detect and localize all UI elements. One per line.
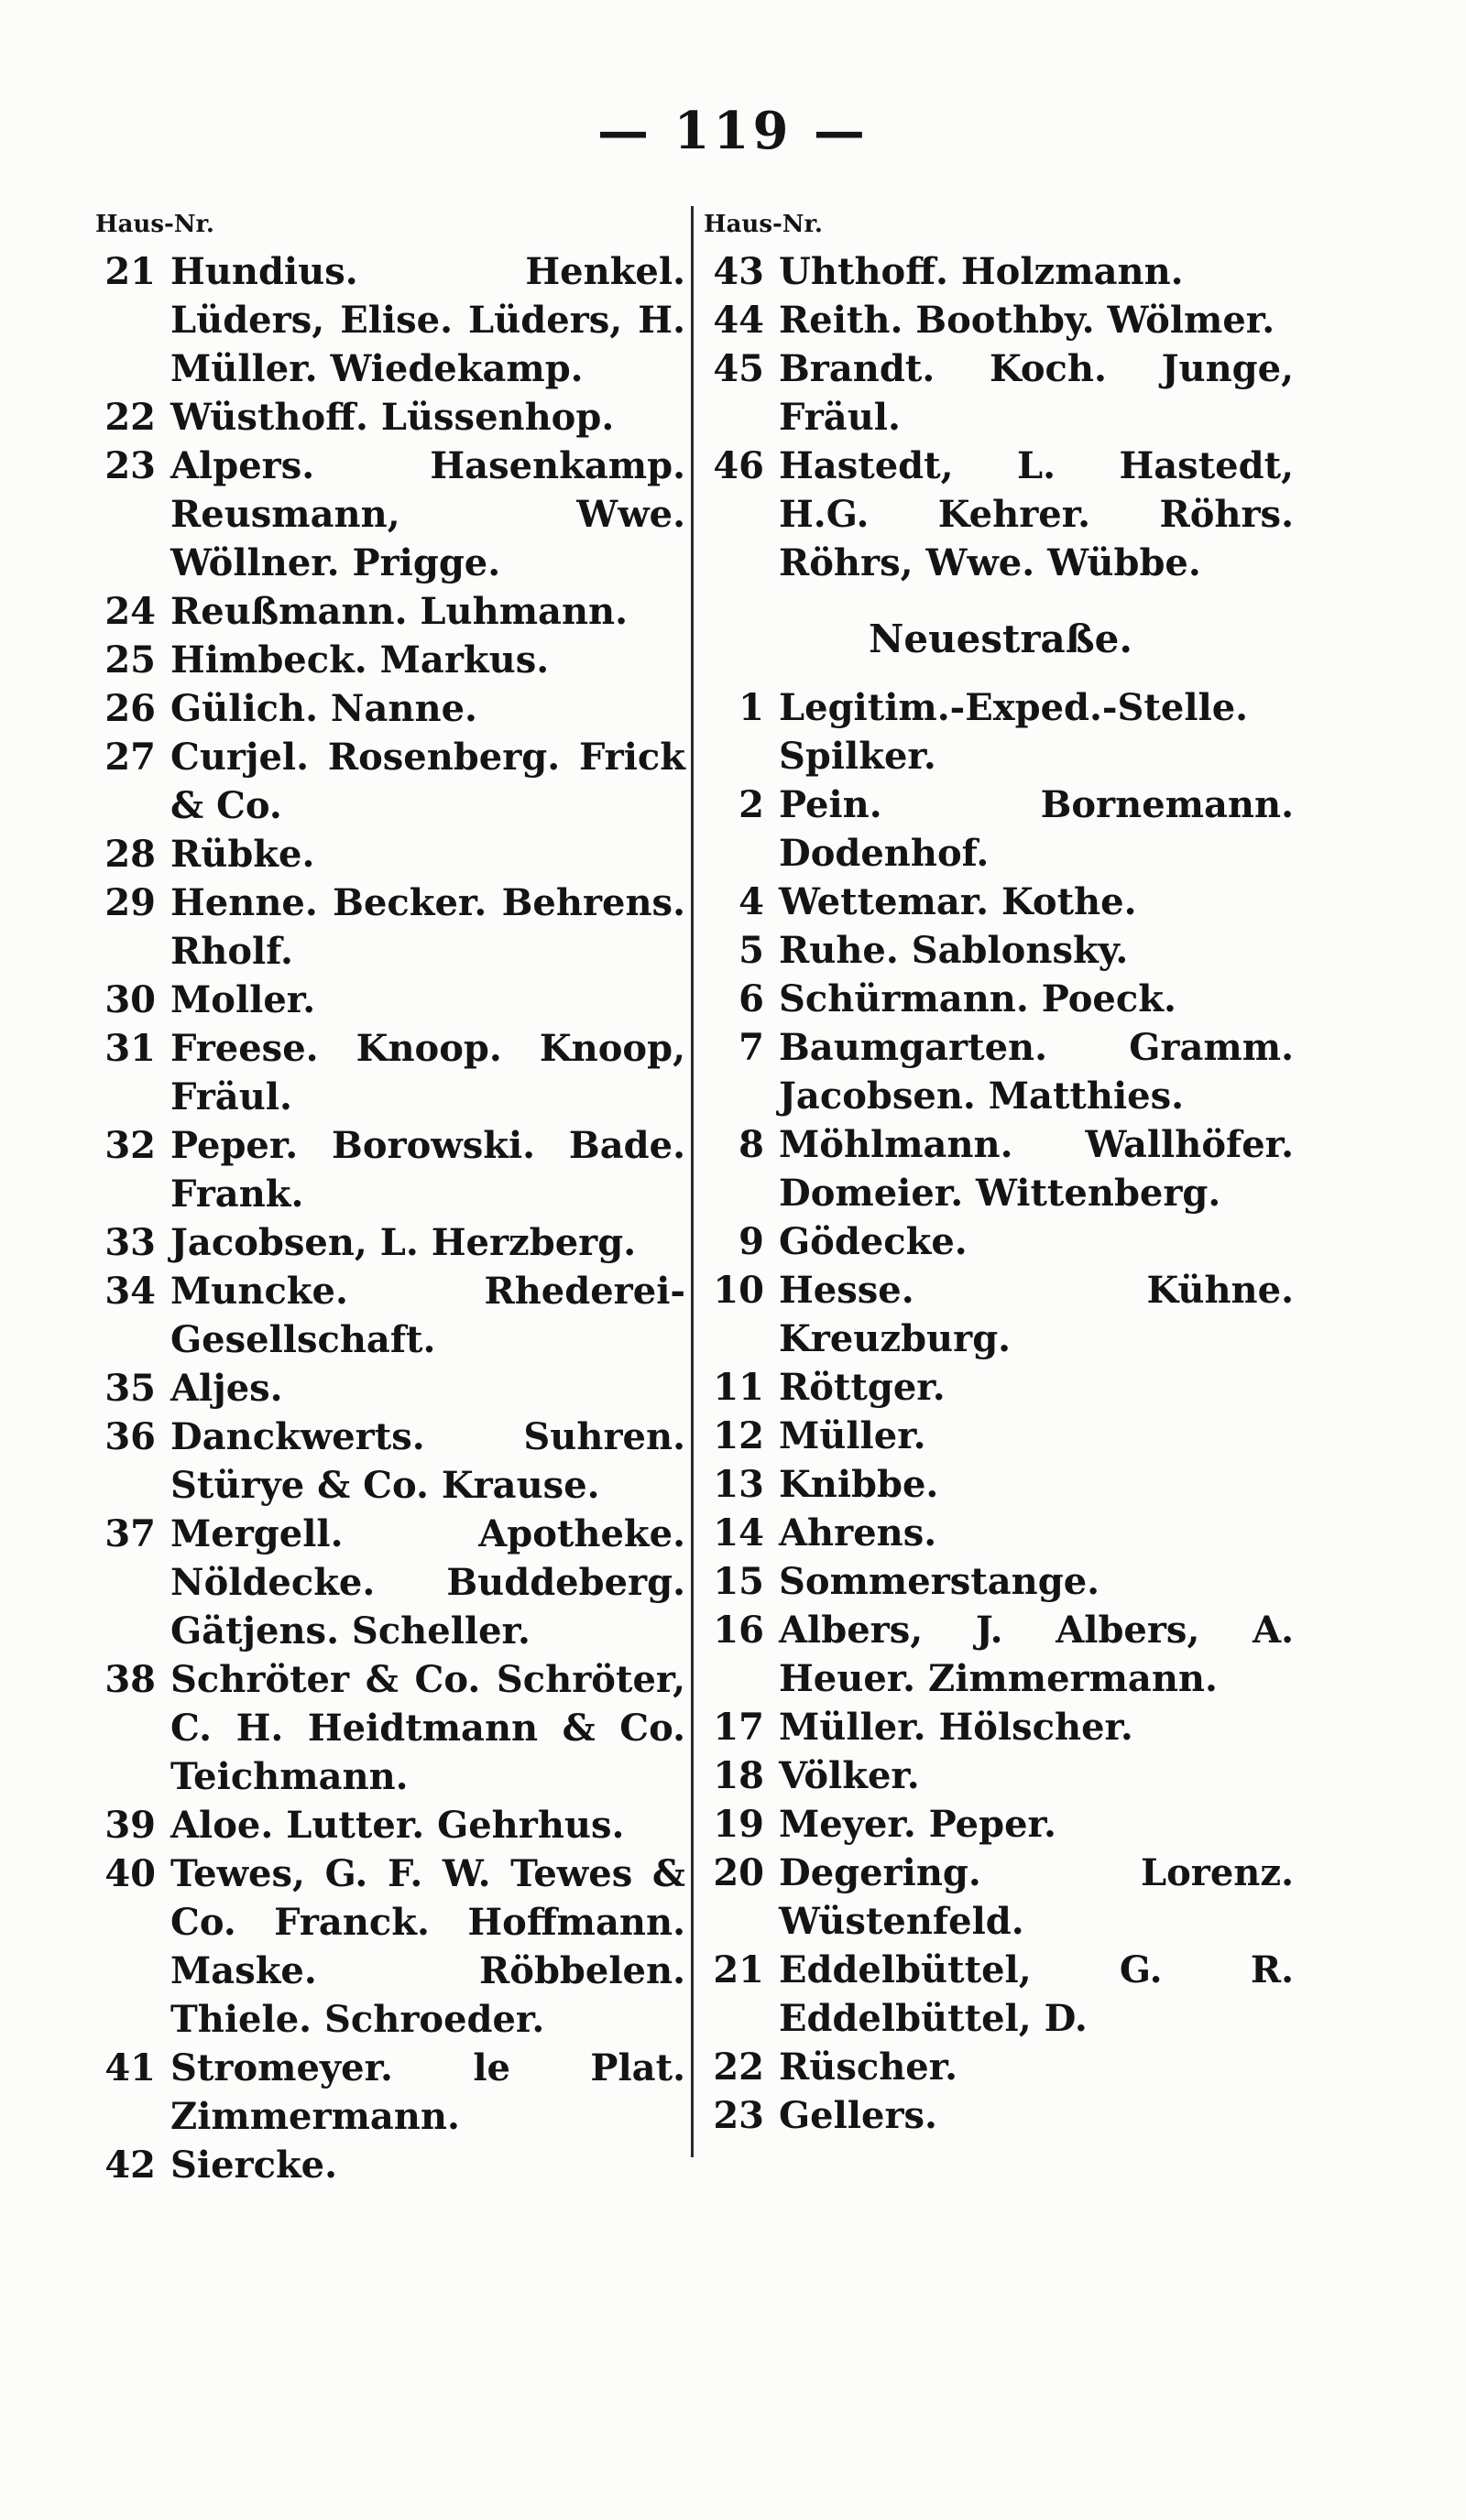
house-number: 21 [104, 250, 156, 293]
house-number: 10 [713, 1269, 764, 1312]
right-entry-list-top [707, 247, 1294, 587]
directory-entry [99, 1510, 685, 1655]
directory-entry [99, 1849, 685, 2044]
house-number: 20 [713, 1851, 764, 1894]
house-number: 21 [713, 1948, 764, 1991]
house-number: 29 [104, 881, 156, 924]
directory-entry [99, 1413, 685, 1510]
resident-names: Legitim.-Exped.-Stelle. Spilker. [779, 686, 1249, 778]
directory-entry [707, 975, 1294, 1023]
resident-names: Tewes, G. F. W. Tewes & Co. Franck. Hoffmann. Maske. Röbbelen. Thiele. Schroeder. [170, 1852, 685, 2041]
house-number: 16 [713, 1609, 764, 1652]
directory-entry [707, 1217, 1294, 1266]
house-number: 12 [713, 1414, 764, 1457]
directory-entry [707, 344, 1294, 442]
house-number: 27 [104, 736, 156, 779]
street-heading: Neuestraße. [868, 616, 1132, 661]
resident-names: Knibbe. [779, 1463, 939, 1506]
resident-names: Hundius. Henkel. Lüders, Elise. Lüders, H. Müller. Wiedekamp. [170, 250, 685, 390]
resident-names: Ahrens. [779, 1511, 937, 1555]
house-number: 25 [104, 638, 156, 682]
directory-entry [707, 247, 1294, 296]
house-number: 22 [713, 2045, 764, 2089]
resident-names: Röttger. [779, 1366, 946, 1409]
directory-entry [99, 2141, 685, 2189]
house-number: 40 [104, 1852, 156, 1895]
house-number: 11 [713, 1366, 764, 1409]
house-number: 23 [104, 444, 156, 487]
resident-names: Albers, J. Albers, A. Heuer. Zimmermann. [779, 1609, 1294, 1700]
directory-entry [707, 683, 1294, 780]
directory-entry [99, 733, 685, 830]
directory-entry [99, 247, 685, 393]
directory-entry [707, 2043, 1294, 2091]
directory-entry [707, 1509, 1294, 1557]
house-number: 2 [738, 783, 764, 826]
house-number: 44 [713, 299, 764, 342]
resident-names: Himbeck. Markus. [170, 638, 550, 682]
house-number: 37 [104, 1512, 156, 1555]
house-number: 23 [713, 2094, 764, 2137]
house-number: 4 [738, 880, 764, 923]
directory-entry [99, 636, 685, 684]
house-number: 28 [104, 833, 156, 876]
house-number: 26 [104, 687, 156, 730]
left-entry-list [99, 247, 685, 2189]
house-number: 6 [738, 977, 764, 1020]
left-column [95, 202, 685, 2189]
house-number: 18 [713, 1754, 764, 1797]
resident-names: Schröter & Co. Schröter, C. H. Heidtmann & Co. Teichmann. [170, 1658, 685, 1798]
house-number: 36 [104, 1415, 156, 1458]
directory-entry [707, 1266, 1294, 1363]
resident-names: Meyer. Peper. [779, 1803, 1056, 1846]
directory-entry [99, 1364, 685, 1413]
resident-names: Sommerstange. [779, 1560, 1100, 1603]
directory-entry [707, 1460, 1294, 1509]
resident-names: Pein. Bornemann. Dodenhof. [779, 783, 1294, 875]
directory-entry [99, 1801, 685, 1849]
resident-names: Moller. [170, 978, 316, 1021]
resident-names: Wettemar. Kothe. [779, 880, 1137, 923]
resident-names: Jacobsen, L. Herzberg. [170, 1221, 637, 1264]
resident-names: Müller. [779, 1414, 926, 1457]
resident-names: Hastedt, L. Hastedt, H.G. Kehrer. Röhrs. Röhrs, Wwe. Wübbe. [779, 444, 1294, 584]
directory-entry [707, 1800, 1294, 1849]
right-column [704, 202, 1294, 2140]
column-divider [691, 206, 694, 2157]
resident-names: Aljes. [170, 1367, 283, 1410]
directory-entry [99, 1218, 685, 1267]
directory-entry [707, 1557, 1294, 1606]
resident-names: Reith. Boothby. Wölmer. [779, 299, 1275, 342]
house-number: 13 [713, 1463, 764, 1506]
house-number: 9 [738, 1220, 764, 1263]
resident-names: Henne. Becker. Behrens. Rholf. [170, 881, 685, 973]
resident-names: Müller. Hölscher. [779, 1706, 1133, 1749]
house-number: 32 [104, 1124, 156, 1167]
house-number: 17 [713, 1706, 764, 1749]
resident-names: Völker. [779, 1754, 920, 1797]
directory-entry [99, 976, 685, 1024]
house-number: 7 [738, 1026, 764, 1069]
directory-entry [707, 1023, 1294, 1120]
house-number: 38 [104, 1658, 156, 1701]
directory-entry [707, 1120, 1294, 1217]
house-number: 39 [104, 1804, 156, 1847]
directory-entry [99, 878, 685, 976]
house-number: 34 [104, 1270, 156, 1313]
resident-names: Rübke. [170, 833, 315, 876]
house-number: 19 [713, 1803, 764, 1846]
resident-names: Siercke. [170, 2144, 338, 2187]
resident-names: Freese. Knoop. Knoop, Fräul. [170, 1027, 685, 1118]
house-number: 5 [738, 929, 764, 972]
directory-entry [707, 442, 1294, 587]
directory-entry [707, 296, 1294, 344]
directory-entry [99, 1267, 685, 1364]
house-number: 30 [104, 978, 156, 1021]
resident-names: Gülich. Nanne. [170, 687, 477, 730]
directory-entry [99, 684, 685, 733]
right-entry-list-bottom [707, 683, 1294, 2140]
house-number: 46 [713, 444, 764, 487]
directory-entry [707, 878, 1294, 926]
resident-names: Mergell. Apotheke. Nöldecke. Buddeberg. Gätjens. Scheller. [170, 1512, 685, 1653]
directory-entry [99, 830, 685, 878]
house-number: 35 [104, 1367, 156, 1410]
directory-entry [707, 926, 1294, 975]
left-column-header: Haus-Nr. [95, 211, 214, 238]
directory-entry [707, 2091, 1294, 2140]
directory-entry [99, 587, 685, 636]
house-number: 45 [713, 347, 764, 390]
resident-names: Brandt. Koch. Junge, Fräul. [779, 347, 1294, 439]
house-number: 31 [104, 1027, 156, 1070]
house-number: 43 [713, 250, 764, 293]
resident-names: Alpers. Hasenkamp. Reusmann, Wwe. Wöllner. Prigge. [170, 444, 685, 584]
resident-names: Muncke. Rhederei-Gesellschaft. [170, 1270, 685, 1361]
page-number: — 119 — [597, 101, 869, 161]
resident-names: Schürmann. Poeck. [779, 977, 1176, 1020]
house-number: 15 [713, 1560, 764, 1603]
resident-names: Eddelbüttel, G. R. Eddelbüttel, D. [779, 1948, 1294, 2040]
right-column-header: Haus-Nr. [704, 211, 823, 238]
house-number: 14 [713, 1511, 764, 1555]
house-number: 8 [738, 1123, 764, 1166]
resident-names: Möhlmann. Wallhöfer. Domeier. Wittenberg. [779, 1123, 1294, 1215]
directory-entry [707, 1412, 1294, 1460]
directory-entry [99, 2044, 685, 2141]
resident-names: Curjel. Rosenberg. Frick & Co. [170, 736, 685, 827]
directory-entry [707, 1363, 1294, 1412]
resident-names: Gellers. [779, 2094, 937, 2137]
resident-names: Degering. Lorenz. Wüstenfeld. [779, 1851, 1294, 1943]
house-number: 41 [104, 2046, 156, 2089]
resident-names: Aloe. Lutter. Gehrhus. [170, 1804, 625, 1847]
resident-names: Hesse. Kühne. Kreuzburg. [779, 1269, 1294, 1360]
house-number: 1 [738, 686, 764, 729]
directory-entry [99, 442, 685, 587]
resident-names: Stromeyer. le Plat. Zimmermann. [170, 2046, 685, 2138]
directory-entry [99, 393, 685, 442]
resident-names: Reußmann. Luhmann. [170, 590, 629, 633]
directory-entry [99, 1121, 685, 1218]
directory-entry [707, 1606, 1294, 1703]
house-number: 33 [104, 1221, 156, 1264]
resident-names: Ruhe. Sablonsky. [779, 929, 1129, 972]
resident-names: Rüscher. [779, 2045, 958, 2089]
house-number: 24 [104, 590, 156, 633]
resident-names: Uhthoff. Holzmann. [779, 250, 1184, 293]
resident-names: Danckwerts. Suhren. Stürye & Co. Krause. [170, 1415, 685, 1507]
resident-names: Peper. Borowski. Bade. Frank. [170, 1124, 685, 1216]
directory-entry [707, 780, 1294, 878]
directory-entry [707, 1849, 1294, 1946]
directory-entry [707, 1946, 1294, 2043]
house-number: 22 [104, 396, 156, 439]
resident-names: Wüsthoff. Lüssenhop. [170, 396, 615, 439]
directory-entry [707, 1703, 1294, 1751]
resident-names: Baumgarten. Gramm. Jacobsen. Matthies. [779, 1026, 1294, 1118]
directory-entry [99, 1024, 685, 1121]
directory-entry [99, 1655, 685, 1801]
house-number: 42 [104, 2144, 156, 2187]
directory-entry [707, 1751, 1294, 1800]
resident-names: Gödecke. [779, 1220, 968, 1263]
